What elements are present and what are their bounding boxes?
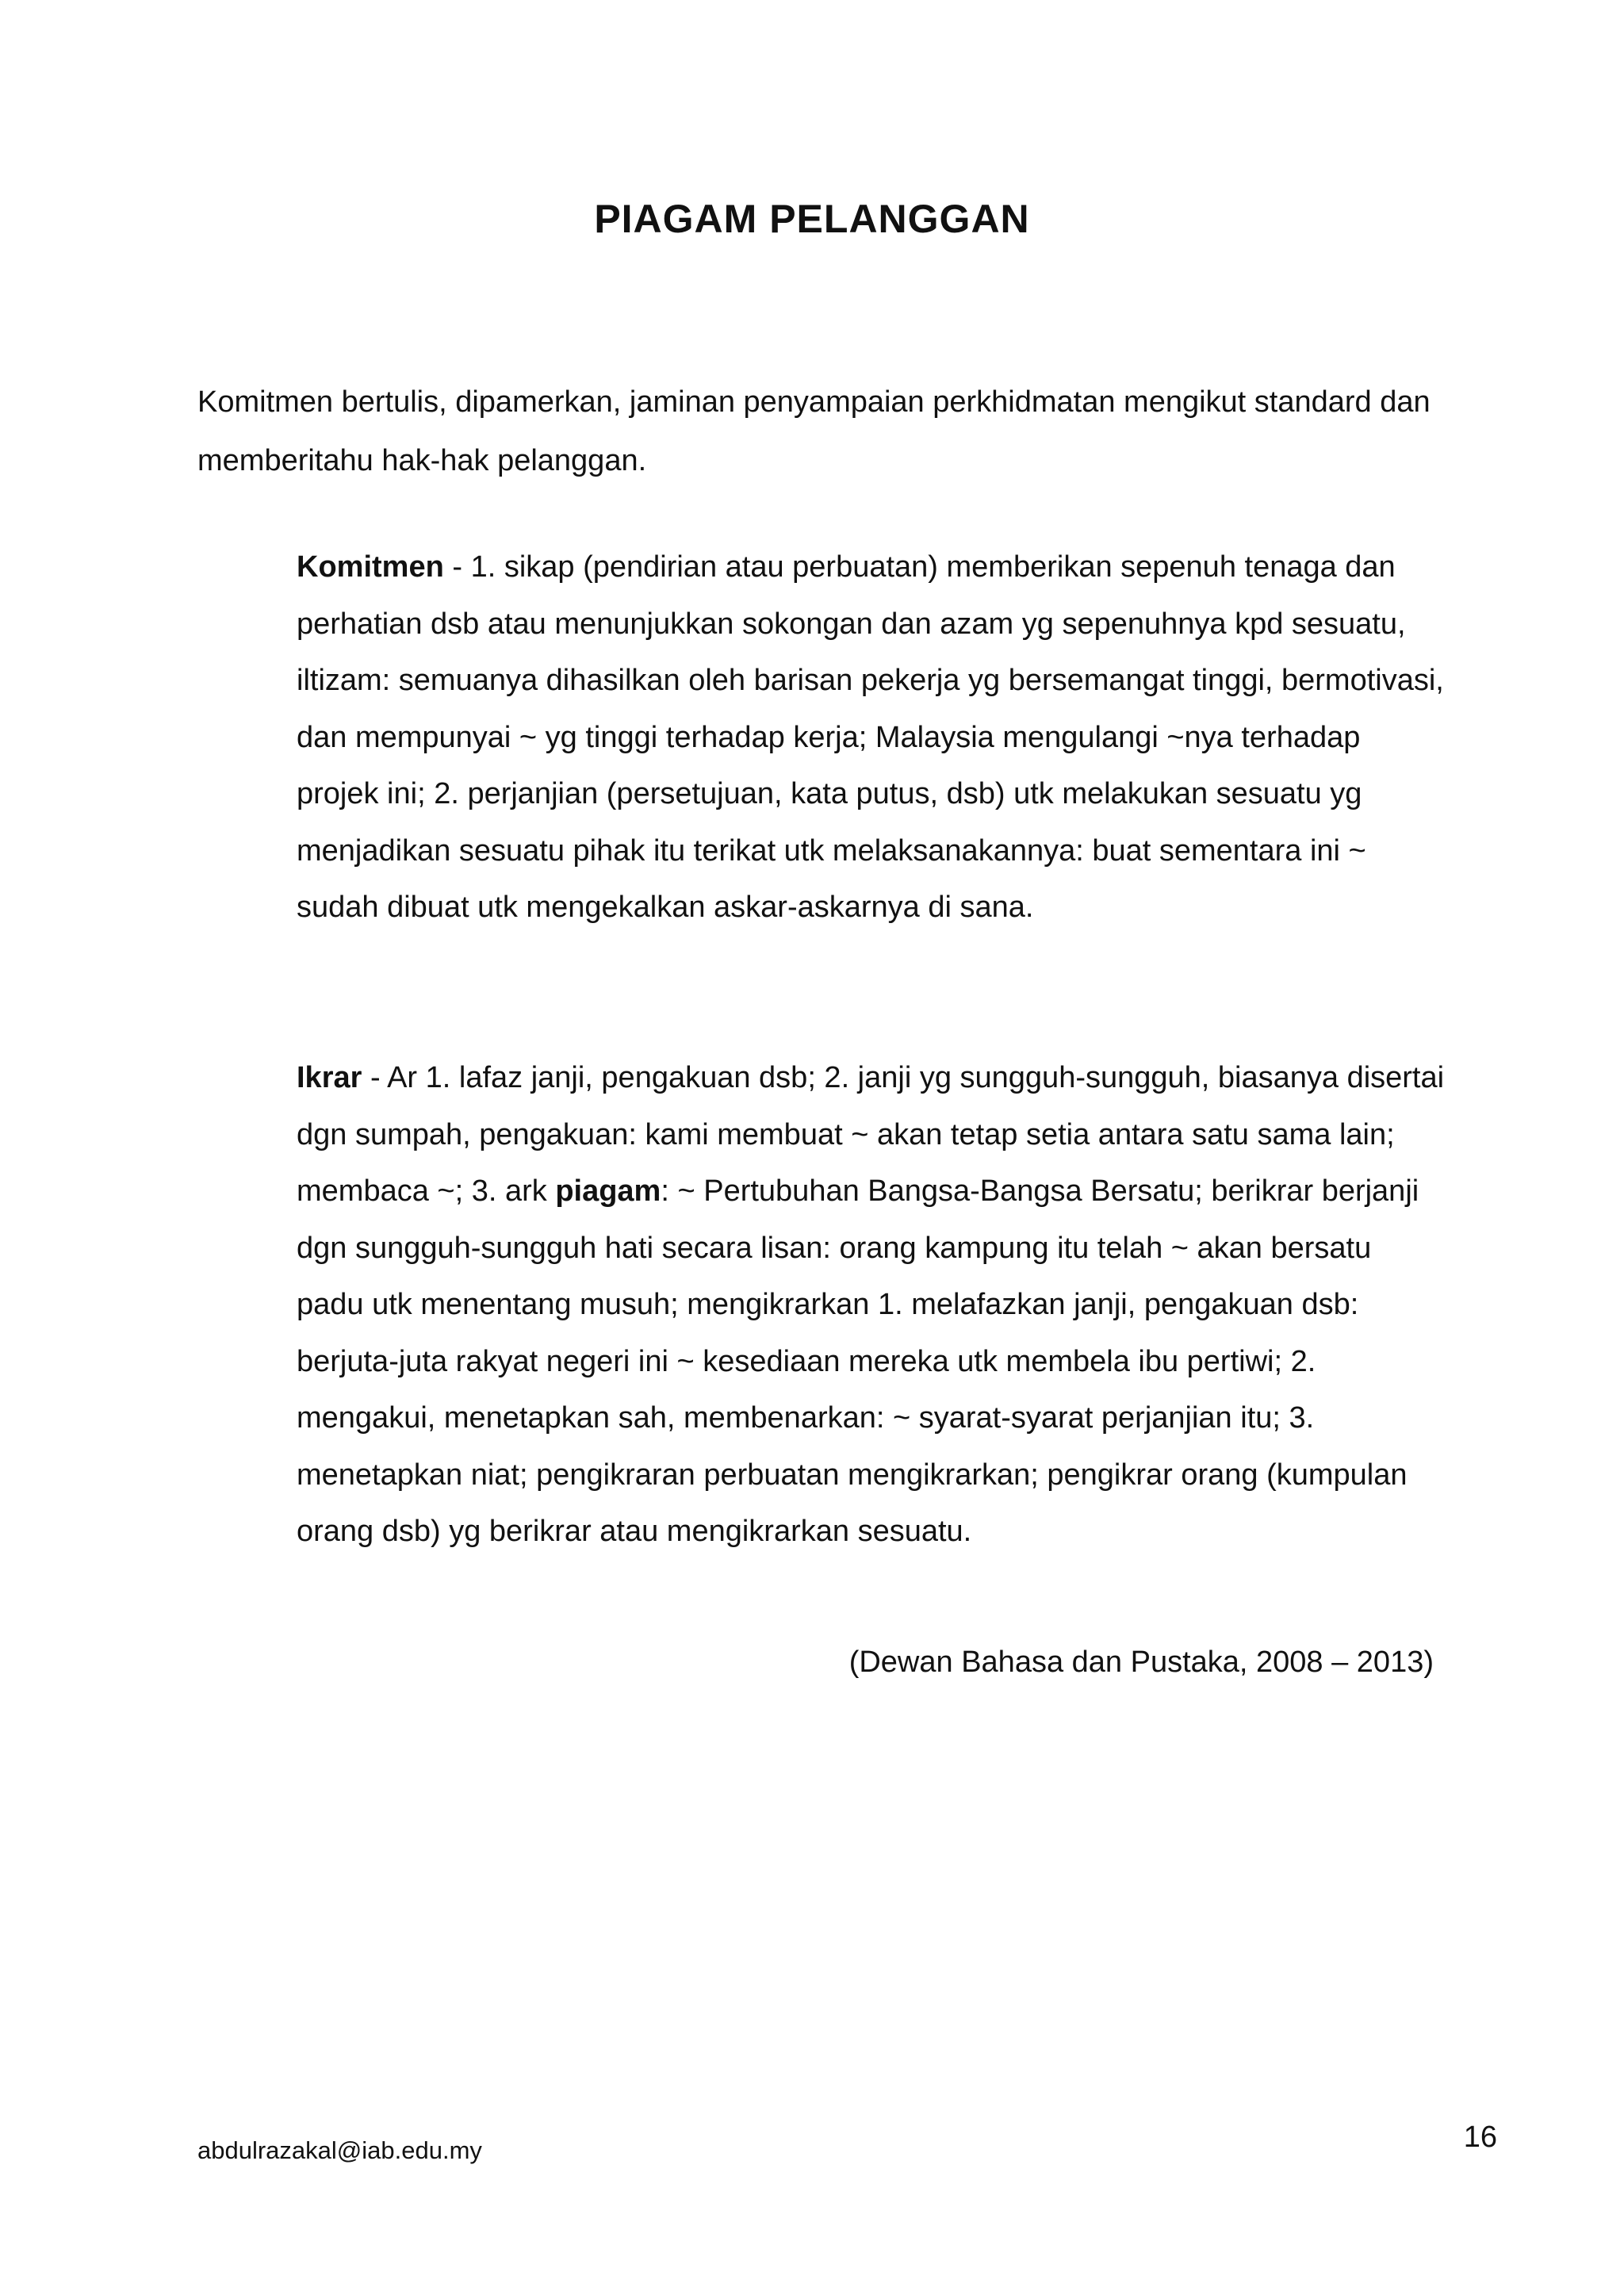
definition-ikrar bbox=[297, 1050, 1446, 1561]
definition-text-ikrar-part2: : ~ Pertubuhan Bangsa-Bangsa Bersatu; berikrar berjanji dgn sungguh-sungguh hati secara lisan: orang kampung itu telah ~ akan bersatu padu utk menentang musuh; mengikrarkan 1. melafazkan janji, pengakuan dsb: berjuta-juta rakyat negeri ini ~ kesediaan mereka utk membela ibu pertiwi; 2. mengakui, menetapkan sah, membenarkan: ~ syarat-syarat perjanjian itu; 3. menetapkan niat; pengikraran perbuatan mengikrarkan; pengikrar orang (kumpulan orang dsb) yg berikrar atau mengikrarkan sesuatu. bbox=[297, 1174, 1419, 1548]
definition-highlight-piagam: piagam bbox=[555, 1174, 661, 1208]
definition-term-ikrar: Ikrar bbox=[297, 1061, 362, 1094]
page-title: PIAGAM PELANGGAN bbox=[594, 197, 1030, 241]
definition-term-komitmen: Komitmen bbox=[297, 550, 444, 584]
definition-text-ikrar-part1: - Ar 1. lafaz janji, pengakuan dsb; 2. janji yg sungguh-sungguh, biasanya disertai dgn sumpah, pengakuan: kami membuat ~ akan tetap setia antara satu sama lain; membaca ~; 3. ark bbox=[297, 1061, 1445, 1208]
footer-email: abdulrazakal@iab.edu.my bbox=[197, 2136, 482, 2164]
definition-komitmen bbox=[297, 539, 1446, 937]
source-citation: (Dewan Bahasa dan Pustaka, 2008 – 2013) bbox=[848, 1646, 1434, 1679]
definition-text-komitmen: - 1. sikap (pendirian atau perbuatan) memberikan sepenuh tenaga dan perhatian dsb atau menunjukkan sokongan dan azam yg sepenuhnya kpd sesuatu, iltizam: semuanya dihasilkan oleh barisan pekerja yg bersemangat tinggi, bermotivasi, dan mempunyai ~ yg tinggi terhadap kerja; Malaysia mengulangi ~nya terhadap projek ini; 2. perjanjian (persetujuan, kata putus, dsb) utk melakukan sesuatu yg menjadikan sesuatu pihak itu terikat utk melaksanakannya: buat sementara ini ~ sudah dibuat utk mengekalkan askar-askarnya di sana. bbox=[297, 550, 1444, 924]
intro-paragraph: Komitmen bertulis, dipamerkan, jaminan penyampaian perkhidmatan mengikut standard dan memberitahu hak-hak pelanggan. bbox=[197, 385, 1431, 477]
page-number: 16 bbox=[1463, 2121, 1497, 2154]
